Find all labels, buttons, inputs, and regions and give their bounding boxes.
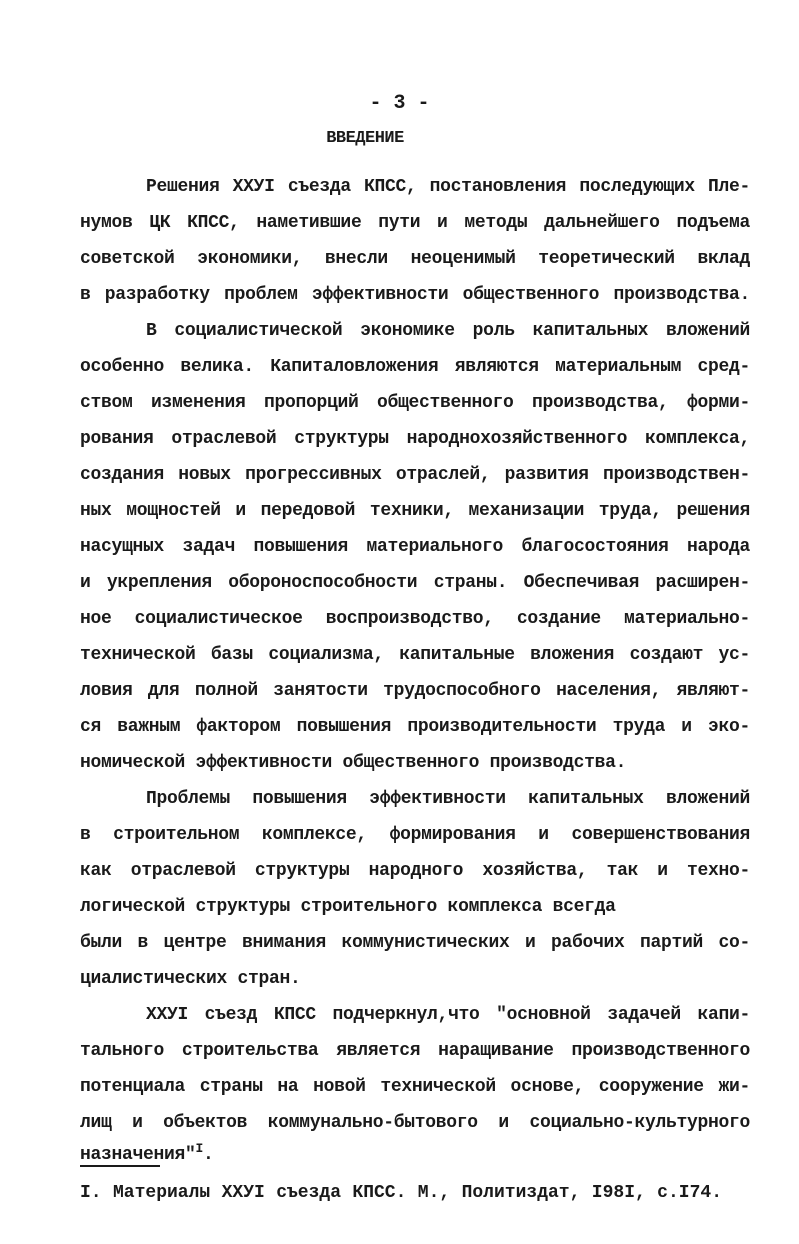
text-line: технической базы социализма, капитальные вложения создают ус- [80, 645, 750, 665]
sentence-end: . [203, 1145, 214, 1165]
text-line: были в центре внимания коммунистических и рабочих партий со- [80, 933, 750, 953]
text-line: в разработку проблем эффективности общественного производства. [80, 285, 750, 305]
text-line: ных мощностей и передовой техники, механизации труда, решения [80, 501, 750, 521]
page-number: - 3 - [369, 92, 430, 115]
text-line: как отраслевой структуры народного хозяйства, так и техно- [80, 861, 750, 881]
text-line: ловия для полной занятости трудоспособного населения, являют- [80, 681, 750, 701]
text-line: Проблемы повышения эффективности капитальных вложений [146, 789, 750, 809]
text-line: Решения ХХУI съезда КПСС, постановления последующих Пле- [146, 177, 750, 197]
text-line: ное социалистическое воспроизводство, создание материально- [80, 609, 750, 629]
text-line: насущных задач повышения материального благосостояния народа [80, 537, 750, 557]
text-line: номической эффективности общественного производства. [80, 753, 627, 773]
text-line: и укрепления обороноспособности страны. Обеспечивая расширен- [80, 573, 750, 593]
text-line: рования отраслевой структуры народнохозяйственного комплекса, [80, 429, 750, 449]
text-line: ХХУI съезд КПСС подчеркнул,что "основной задачей капи- [146, 1005, 750, 1025]
footnote: I. Материалы ХХУI съезда КПСС. М., Политиздат, I98I, с.I74. [80, 1183, 722, 1203]
text-line: циалистических стран. [80, 969, 301, 989]
text-line: создания новых прогрессивных отраслей, развития производствен- [80, 465, 750, 485]
text-line: советской экономики, внесли неоценимый теоретический вклад [80, 249, 750, 269]
text-line: тального строительства является наращивание производственного [80, 1041, 750, 1061]
text-line: в строительном комплексе, формирования и совершенствования [80, 825, 750, 845]
text-line: ся важным фактором повышения производительности труда и эко- [80, 717, 750, 737]
text-line: назначения"$^I$. [80, 1141, 214, 1165]
footnote-divider [80, 1165, 160, 1167]
text-line: ством изменения пропорций общественного производства, форми- [80, 393, 750, 413]
section-heading: ВВЕДЕНИЕ [326, 129, 404, 148]
text-line: логической структуры строительного комплекса всегда [80, 897, 616, 917]
text-line: лищ и объектов коммунально-бытового и социально-культурного [80, 1113, 750, 1133]
text-line: В социалистической экономике роль капитальных вложений [146, 321, 750, 341]
footnote-marker: I [195, 1141, 204, 1156]
text-line: потенциала страны на новой технической основе, сооружение жи- [80, 1077, 750, 1097]
text-line: особенно велика. Капиталовложения являются материальным сред- [80, 357, 750, 377]
text-line: нумов ЦК КПСС, наметившие пути и методы дальнейшего подъема [80, 213, 750, 233]
